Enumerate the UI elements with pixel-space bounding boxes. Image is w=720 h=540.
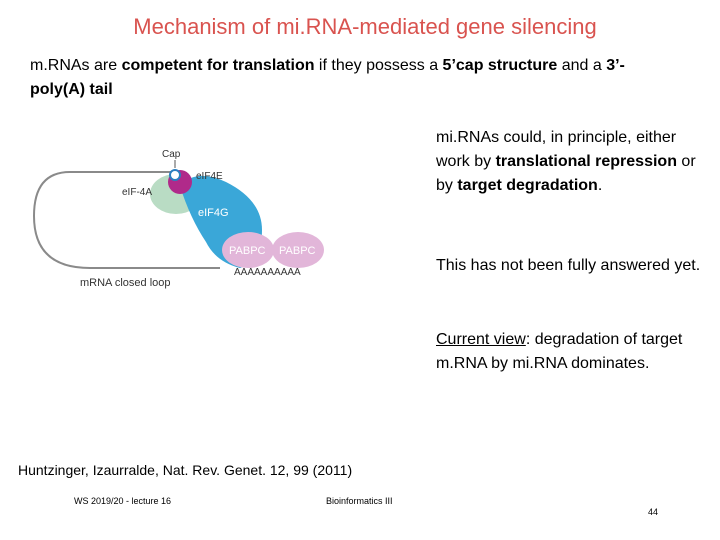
loop-label: mRNA closed loop — [80, 277, 171, 289]
eif4a-label: eIF-4A — [122, 187, 153, 198]
citation: Huntzinger, Izaurralde, Nat. Rev. Genet. 12, 99 (2011) — [18, 462, 353, 478]
footer-title: Bioinformatics III — [326, 496, 393, 506]
footer-course: WS 2019/20 - lecture 16 — [74, 496, 172, 506]
pabpc-label-2: PABPC — [279, 245, 316, 257]
mrna-closed-loop-diagram — [30, 138, 340, 298]
slide-title: Mechanism of mi.RNA-mediated gene silencing — [133, 14, 597, 39]
polya-tail-label: AAAAAAAAAA — [234, 267, 301, 278]
intro-text: m.RNAs are competent for translation if they possess a 5’cap structure and a 3’-poly(A) tail — [30, 57, 625, 98]
page-number: 44 — [648, 507, 659, 517]
cap-shape — [170, 170, 180, 180]
eif4g-label: eIF4G — [198, 207, 229, 219]
pabpc-label-1: PABPC — [229, 245, 266, 257]
open-question-text: This has not been fully answered yet. — [436, 257, 701, 274]
current-view-text: Current view: degradation of target m.RNA by mi.RNA dominates. — [436, 331, 683, 372]
mechanism-text: mi.RNAs could, in principle, either work by translational repression or by target degradation. — [436, 129, 696, 194]
eif4e-label: eIF4E — [196, 171, 223, 182]
cap-label: Cap — [162, 149, 181, 160]
